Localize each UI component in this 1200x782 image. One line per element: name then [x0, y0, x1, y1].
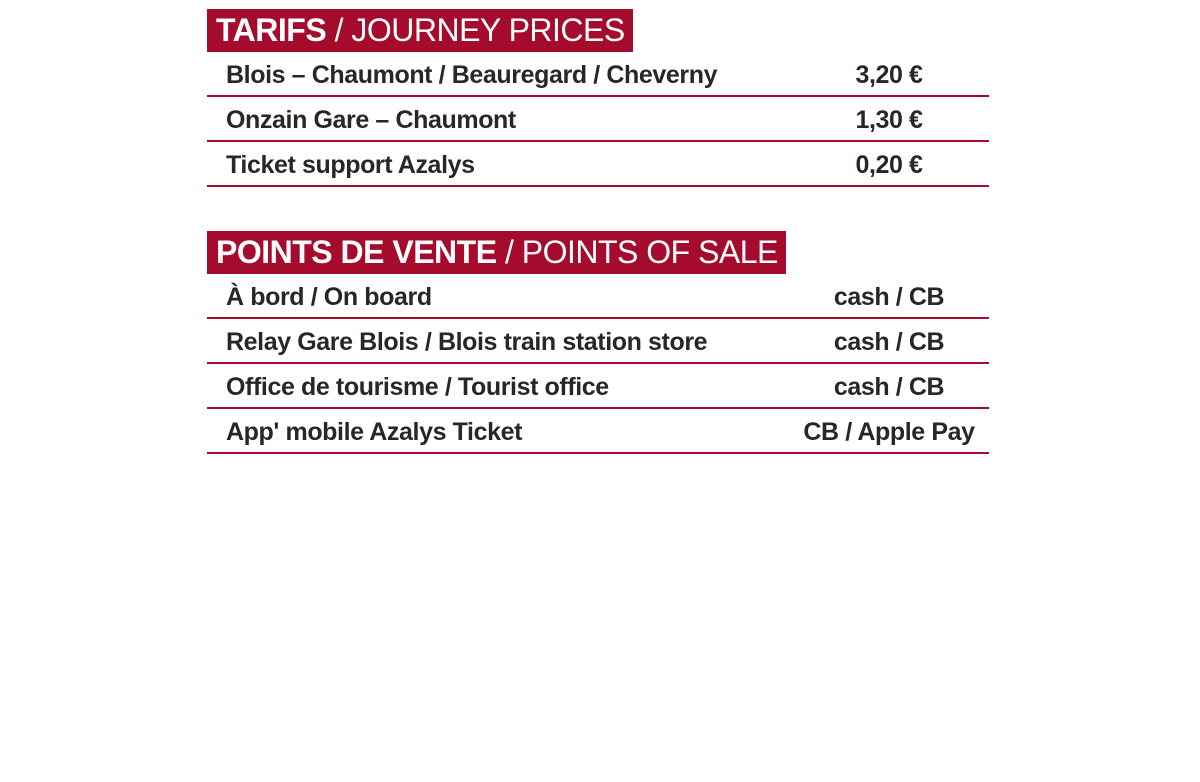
points-de-vente-section: [207, 231, 989, 454]
payment-methods: CB / Apple Pay: [803, 418, 975, 446]
tarifs-section: [207, 9, 989, 187]
sale-point-label: Relay Gare Blois / Blois train station store: [226, 328, 708, 356]
points-de-vente-title-light: / POINTS OF SALE: [496, 234, 778, 270]
payment-methods: cash / CB: [833, 283, 945, 311]
table-row: [207, 319, 989, 364]
tarif-route-label: Onzain Gare – Chaumont: [226, 106, 516, 134]
table-row: [207, 142, 989, 187]
tarifs-title-bold: TARIFS: [216, 12, 327, 48]
tarif-route-label: Ticket support Azalys: [226, 151, 475, 179]
tarifs-title-light: / JOURNEY PRICES: [326, 12, 625, 48]
payment-methods: cash / CB: [833, 373, 945, 401]
tarifs-header: [207, 9, 633, 52]
tarif-price: 1,30 €: [855, 106, 923, 134]
sale-point-label: Office de tourisme / Tourist office: [226, 373, 609, 401]
table-row: [207, 274, 989, 319]
table-row: [207, 409, 989, 454]
points-de-vente-title-bold: POINTS DE VENTE: [216, 234, 497, 270]
tarif-price: 3,20 €: [855, 61, 923, 89]
points-de-vente-header: [207, 231, 786, 274]
table-row: [207, 364, 989, 409]
sale-point-label: App' mobile Azalys Ticket: [226, 418, 523, 446]
payment-methods: cash / CB: [833, 328, 945, 356]
tarif-price: 0,20 €: [855, 151, 923, 179]
tarif-route-label: Blois – Chaumont / Beauregard / Cheverny: [226, 61, 718, 89]
table-row: [207, 97, 989, 142]
table-row: [207, 52, 989, 97]
sale-point-label: À bord / On board: [226, 283, 432, 311]
